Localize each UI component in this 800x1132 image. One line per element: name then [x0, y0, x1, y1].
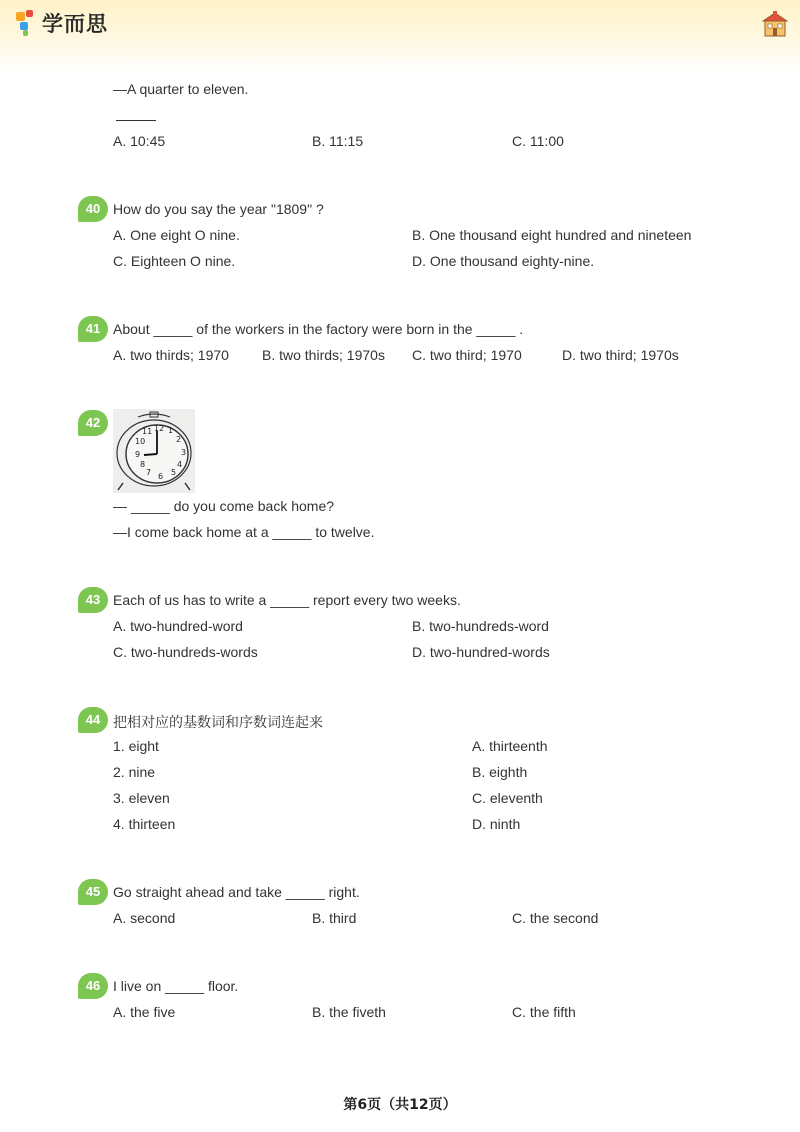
q44-right-item[interactable]: D. ninth — [472, 816, 521, 832]
q44-right-item[interactable]: C. eleventh — [472, 790, 543, 806]
clock-numeral: 12 — [154, 424, 165, 433]
clock-numeral: 8 — [140, 460, 146, 469]
question-number-badge: 43 — [78, 587, 108, 613]
clock-numeral: 4 — [177, 460, 183, 469]
q46-option-c[interactable]: C. the fifth — [512, 1004, 576, 1020]
q39-answer-line: —A quarter to eleven. — [113, 81, 249, 97]
q41-option-a[interactable]: A. two thirds; 1970 — [113, 347, 229, 363]
q44-right-item[interactable]: B. eighth — [472, 764, 528, 780]
q39-option-a[interactable]: A. 10:45 — [113, 133, 166, 149]
q44-left-item[interactable]: 2. nine — [113, 764, 156, 780]
q40-stem: How do you say the year "1809" ? — [113, 201, 324, 217]
q42-line-2: —I come back home at a _____ to twelve. — [113, 524, 375, 540]
clock-numeral: 2 — [176, 435, 182, 444]
q44-left-item[interactable]: 3. eleven — [113, 790, 170, 806]
question-number-badge: 45 — [78, 879, 108, 905]
question-number-badge: 44 — [78, 707, 108, 733]
q46-stem: I live on _____ floor. — [113, 978, 239, 994]
clock-numeral: 3 — [181, 448, 187, 457]
q43-option-c[interactable]: C. two-hundreds-words — [113, 644, 258, 660]
brand-logo — [16, 8, 108, 38]
q46-option-b[interactable]: B. the fiveth — [312, 1004, 386, 1020]
alarm-clock-icon — [113, 409, 195, 493]
q43-stem: Each of us has to write a _____ report every two weeks. — [113, 592, 461, 608]
clock-numeral: 10 — [135, 437, 146, 446]
q45-option-b[interactable]: B. third — [312, 910, 357, 926]
q43-option-b[interactable]: B. two-hundreds-word — [412, 618, 549, 634]
clock-numeral: 5 — [171, 468, 177, 477]
q40-option-d[interactable]: D. One thousand eighty-nine. — [412, 253, 595, 269]
q44-left-item[interactable]: 1. eight — [113, 738, 159, 754]
q42-line-1: — _____ do you come back home? — [113, 498, 335, 514]
page-header — [0, 0, 800, 72]
clock-numeral: 9 — [135, 450, 141, 459]
clock-numeral: 7 — [146, 468, 152, 477]
q44-stem: 把相对应的基数词和序数词连起来 — [113, 715, 323, 731]
q43-option-a[interactable]: A. two-hundred-word — [113, 618, 243, 634]
q40-option-c[interactable]: C. Eighteen O nine. — [113, 253, 236, 269]
school-icon — [762, 10, 788, 38]
q46-option-a[interactable]: A. the five — [113, 1004, 176, 1020]
q40-option-a[interactable]: A. One eight O nine. — [113, 227, 240, 243]
q39-blank — [116, 120, 156, 121]
q41-stem: About _____ of the workers in the factory were born in the _____ . — [113, 321, 524, 337]
q45-stem: Go straight ahead and take _____ right. — [113, 884, 360, 900]
clock-numeral: 1 — [168, 426, 174, 435]
q45-option-a[interactable]: A. second — [113, 910, 176, 926]
question-number-badge: 46 — [78, 973, 108, 999]
page-number: 第6页（共12页） — [343, 1097, 457, 1113]
q41-option-c[interactable]: C. two third; 1970 — [412, 347, 522, 363]
q41-option-d[interactable]: D. two third; 1970s — [562, 347, 679, 363]
q39-option-b[interactable]: B. 11:15 — [312, 133, 364, 149]
clock-numeral: 11 — [142, 427, 153, 436]
q39-option-c[interactable]: C. 11:00 — [512, 133, 564, 149]
q40-option-b[interactable]: B. One thousand eight hundred and nineteen — [412, 227, 692, 243]
alarm-clock-picture — [113, 409, 195, 493]
logo-icon — [16, 10, 38, 36]
question-number-badge: 42 — [78, 410, 108, 436]
question-number-badge: 41 — [78, 316, 108, 342]
q41-option-b[interactable]: B. two thirds; 1970s — [262, 347, 385, 363]
question-number-badge: 40 — [78, 196, 108, 222]
q44-right-item[interactable]: A. thirteenth — [472, 738, 548, 754]
q45-option-c[interactable]: C. the second — [512, 910, 599, 926]
q44-left-item[interactable]: 4. thirteen — [113, 816, 176, 832]
brand-name: 学而思 — [42, 12, 108, 36]
clock-numeral: 6 — [158, 472, 164, 481]
q43-option-d[interactable]: D. two-hundred-words — [412, 644, 550, 660]
